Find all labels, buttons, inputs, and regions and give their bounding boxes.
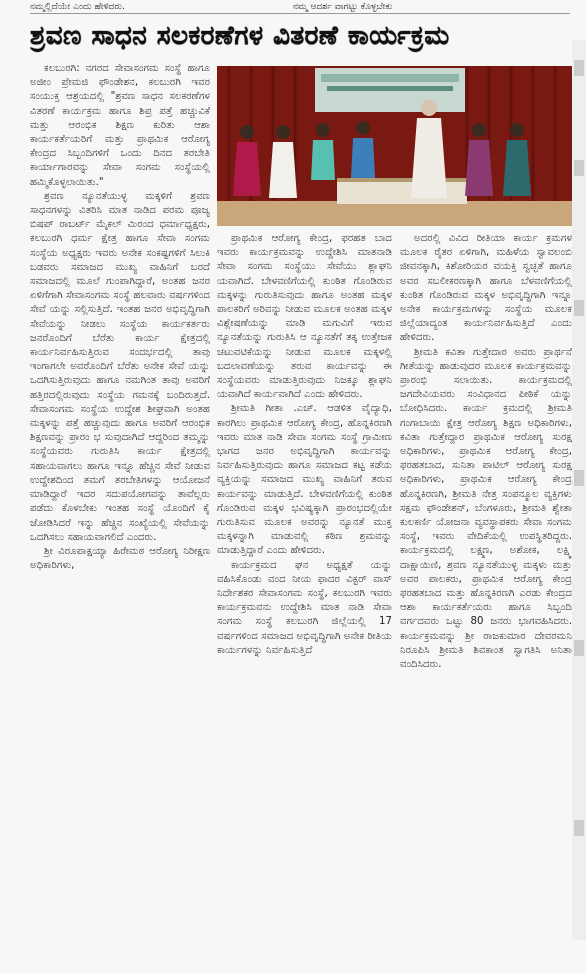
article-column-2 xyxy=(217,232,392,957)
paragraph: ಶ್ರೀಮತಿ ಕವಿತಾ ಗುತ್ತೇದಾರ ಅವರು ಪ್ರಾರ್ಥನೆ ಗೀತೆಯನ್ನು ಹಾಡುವುದರ ಮೂಲಕ ಕಾರ್ಯಕ್ರಮವನ್ನು ಪ್ರಾರಂಭಿ ಸಲಾಯಿತು. ಕಾರ್ಯಕ್ರಮದಲ್ಲಿ ಜಗದೇವಿಯವರು ಸಂವಿಧಾನದ ಪೀಠಿಕೆ ಯನ್ನು ಬೋಧಿಸಿದರು. ಕಾರ್ಯ ಕ್ರಮದಲ್ಲಿ ಶ್ರೀಮತಿ ಗಂಗಾಬಾಯಿ ಕ್ಷೇತ್ರ ಆರೋಗ್ಯ ಶಿಕ್ಷಣ ಅಧಿಕಾರಿಗಳು, ಕವಿತಾ ಗುತ್ತೇದ್ದಾರ ಪ್ರಾಥಮಿಕ ಆರೋಗ್ಯ ಸುರಕ್ಷ ಅಧಿಕಾರಿಗಳು, ಪ್ರಾಥಮಿಕ ಆರೋಗ್ಯ ಕೇಂದ್ರ, ಫರಹತಬಾದ, ಸುನಿತಾ ಪಾಟಿಲ್ ಆರೋಗ್ಯ ಸುರಕ್ಷ ಅಧಿಕಾರಿಗಳು, ಪ್ರಾಥಮಿಕ ಆರೋಗ್ಯ ಕೇಂದ್ರ ಹೊನ್ನಕಿರಣಗಿ, ಶ್ರೀಮತಿ ನೇತ್ರ ಸಂಪನ್ಮೂಲ ವ್ಯಕ್ತಿಗಳು ಸಕ್ಷಮ ಫೌಂಡೇಶನ್, ಬೆಂಗಳೂರು, ಶ್ರೀಮತಿ ಶ್ವೇತಾ ಕುಲಕರ್ಣಿ ಯೋಜನಾ ವ್ಯವಸ್ಥಾಪಕರು ಸೇವಾ ಸಂಗಮ ಸಂಸ್ಥೆ, ಇವರು ವೇದಿಕೆಯಲ್ಲಿ ಉಪಸ್ಥಿತರಿದ್ದರು. ಕಾರ್ಯಕ್ರಮದಲ್ಲಿ ಲಕ್ಷ್ಮಣ, ಅಶೋಕ, ಲಕ್ಷ್ಮಿ ದಾಕ್ಷಾಯಿಣಿ, ಶ್ರವಣ ನ್ಯೂನತೆಯುಳ್ಳ ಮಕ್ಕಳು ಮತ್ತು ಅವರ ಪಾಲಕರು, ಪ್ರಾಥಮಿಕ ಆರೋಗ್ಯ ಕೇಂದ್ರ ಫರಹತಬಾದ ಮತ್ತು ಹೊನ್ನಕಿರಣಗಿ ಎರಡು ಕೇಂದ್ರದ ಆಶಾ ಕಾರ್ಯಕರ್ತೆಯರು ಹಾಗೂ ಸಿಬ್ಬಂದಿ ವರ್ಗದವರು ಒಟ್ಟು 80 ಜನರು ಭಾಗವಹಿಸಿದರು. ಕಾರ್ಯಕ್ರಮವನ್ನು ಶ್ರೀ ರಾಜಕುಮಾರ ದೇವರಮನಿ ನಿರೂಪಿಸಿ ಶ್ರೀಮತಿ ಶಿವಕಾಂತ ಸ್ವಾಗತಿಸಿ ಅನಿತಾ ವಂದಿಸಿದರು. xyxy=(400,346,572,671)
edge-mark xyxy=(574,640,584,656)
edge-mark xyxy=(574,470,584,486)
paragraph: ಪ್ರಾಥಮಿಕ ಆರೋಗ್ಯ ಕೇಂದ್ರ, ಫರಹತ ಬಾದ ಇವರು ಕಾರ್ಯಕ್ರಮವನ್ನು ಉದ್ದೇಶಿಸಿ ಮಾತನಾಡಿ ಸೇವಾ ಸಂಗಮ ಸಂಸ್ಥೆಯು ಸೇವೆಯು ಶ್ಲಾಘನಿ ಯವಾಗಿದೆ. ಬೇಳವಣಿಗೆಯಲ್ಲಿ ಕುಂಠಿತ ಗೊಂಡಿರುವ ಮಕ್ಕಳನ್ನು ಗುರುತಿಸುವುದು ಹಾಗೂ ಅಂತಹ ಮಕ್ಕಳ ಪಾಲಕರಿಗೆ ಅರಿವನ್ನು ನೀಡುವ ಮೂಲಕ ಅಂತಹ ಮಕ್ಕಳ ವಿಶ್ಲೇಷಣೆಯನ್ನು ಮಾಡಿ ಮಗುವಿಗೆ ಇರುವ ನ್ಯೂನತೆಯನ್ನು ಗುರುತಿಸಿ ಆ ನ್ಯೂನತೆಗೆ ತಕ್ಕ ಉತ್ತೇಜಕ ಚಟುವಟಿಕೆಯನ್ನು ನೀಡುವ ಮೂಲಕ ಮಕ್ಕಳಲ್ಲಿ ಬದಲಾವಣೆಯನ್ನು ತರುವ ಕಾರ್ಯವನ್ನು ಈ ಸಂಸ್ಥೆಯವರು ಮಾಡುತ್ತಿರುವುದು ನಿಜಕ್ಕೂ ಶ್ಲಾಘನಿ ಯವಾಗಿದೆ ಕಾರ್ಯವಾಗಿದೆ ಎಂದು ಹೇಳಿದರು. xyxy=(217,233,392,401)
adjacent-page-edge xyxy=(572,40,586,940)
paragraph: ಶ್ರೀಮತಿ ಗೀತಾ .ಎಚ್. ಆಡಳಿತ ವೈದ್ಯಾಧಿ, ಕಾರಗಿಲು ಪ್ರಾಥಮಿಕ ಆರೋಗ್ಯ ಕೇಂದ್ರ, ಹೊನ್ನಕಿರಣಗಿ ಇವರು ಮಾತ ನಾಡಿ ಸೇವಾ ಸಂಗಮ ಸಂಸ್ಥೆ ಗ್ರಾಮೀಣ ಭಾಗದ ಜನರ ಅಭಿವೃದ್ಧಿಗಾಗಿ ಕಾರ್ಯವನ್ನು ನಿರ್ವಹಿಸುತ್ತಿರುವುದು ಹಾಗೂ ಸಮಾಜದ ಕಟ್ಟ ಕಡೆಯ ವ್ಯಕ್ತಿಯನ್ನು ಸಮಾಜದ ಮುಖ್ಯ ವಾಹಿನಿಗೆ ತರುವ ಕಾರ್ಯವನ್ನು ಮಾಡುತ್ತಿದೆ. ಬೇಳವಣಿಗೆಯಲ್ಲಿ ಕುಂಠಿತ ಗೊಂಡಿರುವ ಮಕ್ಕಳ ಭವಿಷ್ಯಕ್ಕಾಗಿ ಪ್ರಾರಂಭದಲ್ಲಿಯೇ ಗುರುತಿಸುವ ಮೂಲಕ ಅವರನ್ನು ನ್ಯೂನತೆ ಮುಕ್ತ ಮಕ್ಕಳನ್ನಾಗಿ ಮಾಡುವಲ್ಲಿ ಕಠಿಣ ಶ್ರಮವನ್ನು ಮಾಡುತ್ತಿದ್ದಾರೆ ಎಂದು ಹೇಳಿದರು. xyxy=(217,403,392,557)
headline: ಶ್ರವಣ ಸಾಧನ ಸಲಕರಣೆಗಳ ವಿತರಣೆ ಕಾರ್ಯಕ್ರಮ xyxy=(30,21,450,51)
top-strip-right: ನಮ್ಮ ಆದರ್ಶ ವಾಗಟ್ಟು ಕೊಳ್ಳಬೇಕು xyxy=(292,2,393,12)
article-column-1 xyxy=(30,62,210,942)
top-strip-left: ನಮ್ಮಲ್ಲಿದೆಯೇ ಎಂದು ಹೇಳಿದರು. xyxy=(30,2,125,12)
edge-mark xyxy=(574,820,584,836)
event-photo xyxy=(217,66,572,226)
edge-mark xyxy=(574,60,584,76)
paragraph: ಕಾರ್ಯಕ್ರಮದ ಘನ ಅಧ್ಯಕ್ಷತೆ ಯನ್ನು ವಹಿಸಿಕೊಂಡು ವಂದ ನೀಯ ಫಾದರ ವಿಕ್ಟರ್ ವಾಸ್ ನಿರ್ದೇಶಕರ ಸೇವಾಸಂಗಮ ಸಂಸ್ಥೆ, ಕಲಬುರಗಿ ಇವರು ಕಾರ್ಯಕ್ರಮವನು ಉದ್ದೇಶಿಸಿ ಮಾತ ನಾಡಿ ಸೇವಾ ಸಂಗಮ ಸಂಸ್ಥೆ ಕಲಬುರಗಿ ಜಿಲ್ಲೆಯಲ್ಲಿ 17 ವರ್ಷಗಳಿಂದ ಸಮಾಜದ ಅಭಿವೃದ್ಧಿಗಾಗಿ ಅನೇಕ ರೀತಿಯ ಕಾರ್ಯಗಳನ್ನು ನಿರ್ವಹಿಸುತ್ತಿದೆ xyxy=(217,559,392,656)
edge-mark xyxy=(574,160,584,176)
paragraph: ಶ್ರವಣ ನ್ಯೂನತೆಯುಳ್ಳ ಮಕ್ಕಳಿಗೆ ಶ್ರವಣ ಸಾಧನಗಳನ್ನು ವಿತರಿಸಿ ಮಾತ ನಾಡಿದ ಪರಮ ಪೂಜ್ಯ ಬಿಷಪ್ ರಾಬರ್ಟ್ ಮೈಕಲ್ ಮಿರಂದ ಧರ್ಮಾಧ್ಯಕ್ಷರು, ಕಲಬುರಗಿ ಧರ್ಮ ಕ್ಷೇತ್ರ ಹಾಗೂ ಸೇವಾ ಸಂಗಮ ಸಂಸ್ಥೆಯ ಅಧ್ಯಕ್ಷರು ಇವರು ಅನೇಕ ಸಂಕಷ್ಟಗಳಿಗೆ ಸಿಲುಕಿ ಬಡವರು ಸಮಾಜದ ಮುಖ್ಯ ವಾಹಿನಿಗೆ ಬರದೆ ಸಮಾಜದಲ್ಲಿ ಮೂಲೆ ಗುಂಪಾಗಿದ್ದಾರೆ, ಅಂತಹ ಜನರ ಏಳಿಗೆಗಾಗಿ ಸೇವಾಸಂಗಮ ಸಂಸ್ಥೆ ಹಲವಾರು ವರ್ಷಗಳಿಂದ ಸೇವೆ ಯನ್ನು ಸಲ್ಲಿಸುತ್ತಿದೆ. ಇಂತಹ ಜನರ ಅಭಿವೃದ್ಧಿಗಾಗಿ ಸೇವೆಯನ್ನು ನೀಡಲು ಸಂಸ್ಥೆಯ ಕಾರ್ಯಕರ್ತರು ಜನರೊಂದಿಗೆ ಬೆರೆತು ಕಾರ್ಯ ಕ್ಷೇತ್ರದಲ್ಲಿ ಕಾರ್ಯನಿರ್ವಹಿಸುತ್ತಿರುವ ಸಂದರ್ಭದಲ್ಲಿ ತಾವು ಇಂಗಾಗಲೇ ಅವರೊಂದಿಗೆ ಬೆರೆತು ಅನೇಕ ಸೇವೆ ಯನ್ನು ಒದಗಿಸುತ್ತಿರುವುದು ಹಾಗೂ ನಮಗಿಂತ ತಾವು ಅವರಿಗೆ ಹತ್ತಿರದಲ್ಲಿರುವುದು ಸಂಸ್ಥೆಯ ಗಮನಕ್ಕೆ ಬಂದಿರುತ್ತದೆ. ಸೇವಾಸಂಗಮ ಸಂಸ್ಥೆಯ ಉದ್ದೇಶ ಶೀಘ್ರವಾಗಿ ಅಂತಹ ಮಕ್ಕಳನ್ನು ಪತ್ತೆ ಹಚ್ಚುವುದು ಹಾಗೂ ಅವರಿಗೆ ಆರಂಭಿಕ ಶಿಕ್ಷಣವನ್ನು ಪ್ರಾರಂ ಭ ಸುವುದಾಗಿದೆ ಆದ್ದರಿಂದ ತಮ್ಮನ್ನು ಸಂಸ್ಥೆಯವರು ಗುರುತಿಸಿ ಕಾರ್ಯ ಕ್ಷೇತ್ರದಲ್ಲಿ ಸಹಾಯವಾಗಲು ಹಾಗೂ ಇನ್ನೂ ಹೆಚ್ಚಿನ ಸೇವೆ ನೀಡುವ ಉದ್ದೇಶದಿಂದ ತಮಗೆ ತರಬೇತಿಗಳನ್ನು ಆಯೋಜನೆ ಮಾಡಿದ್ದಾರೆ ಇದರ ಸದುಪಯೋಗವನ್ನು ತಾವೆಲ್ಲರು ಪಡೆದು ಕೊಳಬೇಕು ಇಂತಹ ಸಂಸ್ಥೆ ಯೊಂದಿಗೆ ಕೈ ಜೋಡಿಸಿದರೆ ಇನ್ನು ಹೆಚ್ಚಿನ ಸಂಖ್ಯೆಯಲ್ಲಿ ಸೇವೆಯನ್ನು ಒದಗಿಸಲು ಸಹಾಯವಾಗಲಿದೆ ಎಂದರು. xyxy=(30,190,210,543)
edge-mark xyxy=(574,300,584,316)
top-strip xyxy=(30,0,570,14)
event-photo-illustration xyxy=(217,66,572,226)
article-column-3 xyxy=(400,232,572,957)
paragraph: ಕಲಬುರಗಿ: ನಗರದ ಸೇವಾಸಂಗಮ ಸಂಸ್ಥೆ ಹಾಗೂ ಅಜೀಂ ಪ್ರೇಮಜಿ ಫೌಂಡೇಶನ, ಕಲಬುರಗಿ ಇವರ ಸಂಯುಕ್ತ ಆಶ್ರಯದಲ್ಲಿ "ಶ್ರವಣ ಸಾಧನ ಸಲಕರಣೆಗಳ ವಿತರಣೆ ಕಾರ್ಯಕ್ರಮ ಹಾಗೂ ಶಿಪ್ರ ಪತ್ತೆ ಹಚ್ಚುವಿಕೆ ಮತ್ತು ಆರಂಭಿಕ ಶಿಕ್ಷಣ ಕುರಿತು ಆಶಾ ಕಾರ್ಯಕರ್ತೆಯರಿಗೆ ಮತ್ತು ಪ್ರಾಥಮಿಕ ಆರೋಗ್ಯ ಕೇಂದ್ರದ ಸಿಬ್ಬಂದಿಗಳಿಗೆ ಒಂದು ದಿನದ ತರಬೇತಿ ಕಾರ್ಯಾಗಾರವನ್ನು ಸೇವಾ ಸಂಗಮ ಸಂಸ್ಥೆಯಲ್ಲಿ ಹಮ್ಮಿಕೊಳ್ಳಲಾಯಿತು." xyxy=(30,63,210,188)
top-rule xyxy=(30,13,570,14)
paragraph: ಶ್ರೀ ವಿರೂಪಾಕ್ಷಯ್ಯಾ ಹಿರೇಮಠ ಆರೋಗ್ಯ ನಿರೀಕ್ಷಣ ಅಧಿಕಾರಿಗಳು, xyxy=(30,545,210,572)
paragraph: ಅದರಲ್ಲಿ ವಿವಿದ ರೀತಿಯಾ ಕಾರ್ಯ ಕ್ರಮಗಳ ಮೂಲಕ ರೈತರ ಏಳಿಗಾಗಿ, ಮಹಿಳೆಯ ಸ್ವಾವಲಂಬಿ ಜೀವನಕ್ಕಾಗಿ, ಕಿಶೋರಿಯರ ವಯಕ್ತಿ ಸ್ವಚ್ಛತೆ ಹಾಗೂ ಅವರ ಸಬಲೀಕರಣಕ್ಕಾಗಿ ಹಾಗೂ ಬೆಳವಣಿಗೆಯಲ್ಲಿ ಕುಂಠಿತ ಗೊಂಡಿರುವ ಮಕ್ಕಳ ಅಭಿವೃದ್ಧಿಗಾಗಿ ಇನ್ನೂ ಅನೇಕ ಕಾರ್ಯಕ್ರಮಗಳನ್ನು ಸಂಸ್ಥೆಯ ಮೂಲಕ ಜಿಲ್ಲೆಯಾದ್ಯಂತ ಕಾರ್ಯನಿರ್ವಹಿಸುತ್ತಿದೆ ಎಂದು ಹೇಳಿದರು. xyxy=(400,233,572,344)
